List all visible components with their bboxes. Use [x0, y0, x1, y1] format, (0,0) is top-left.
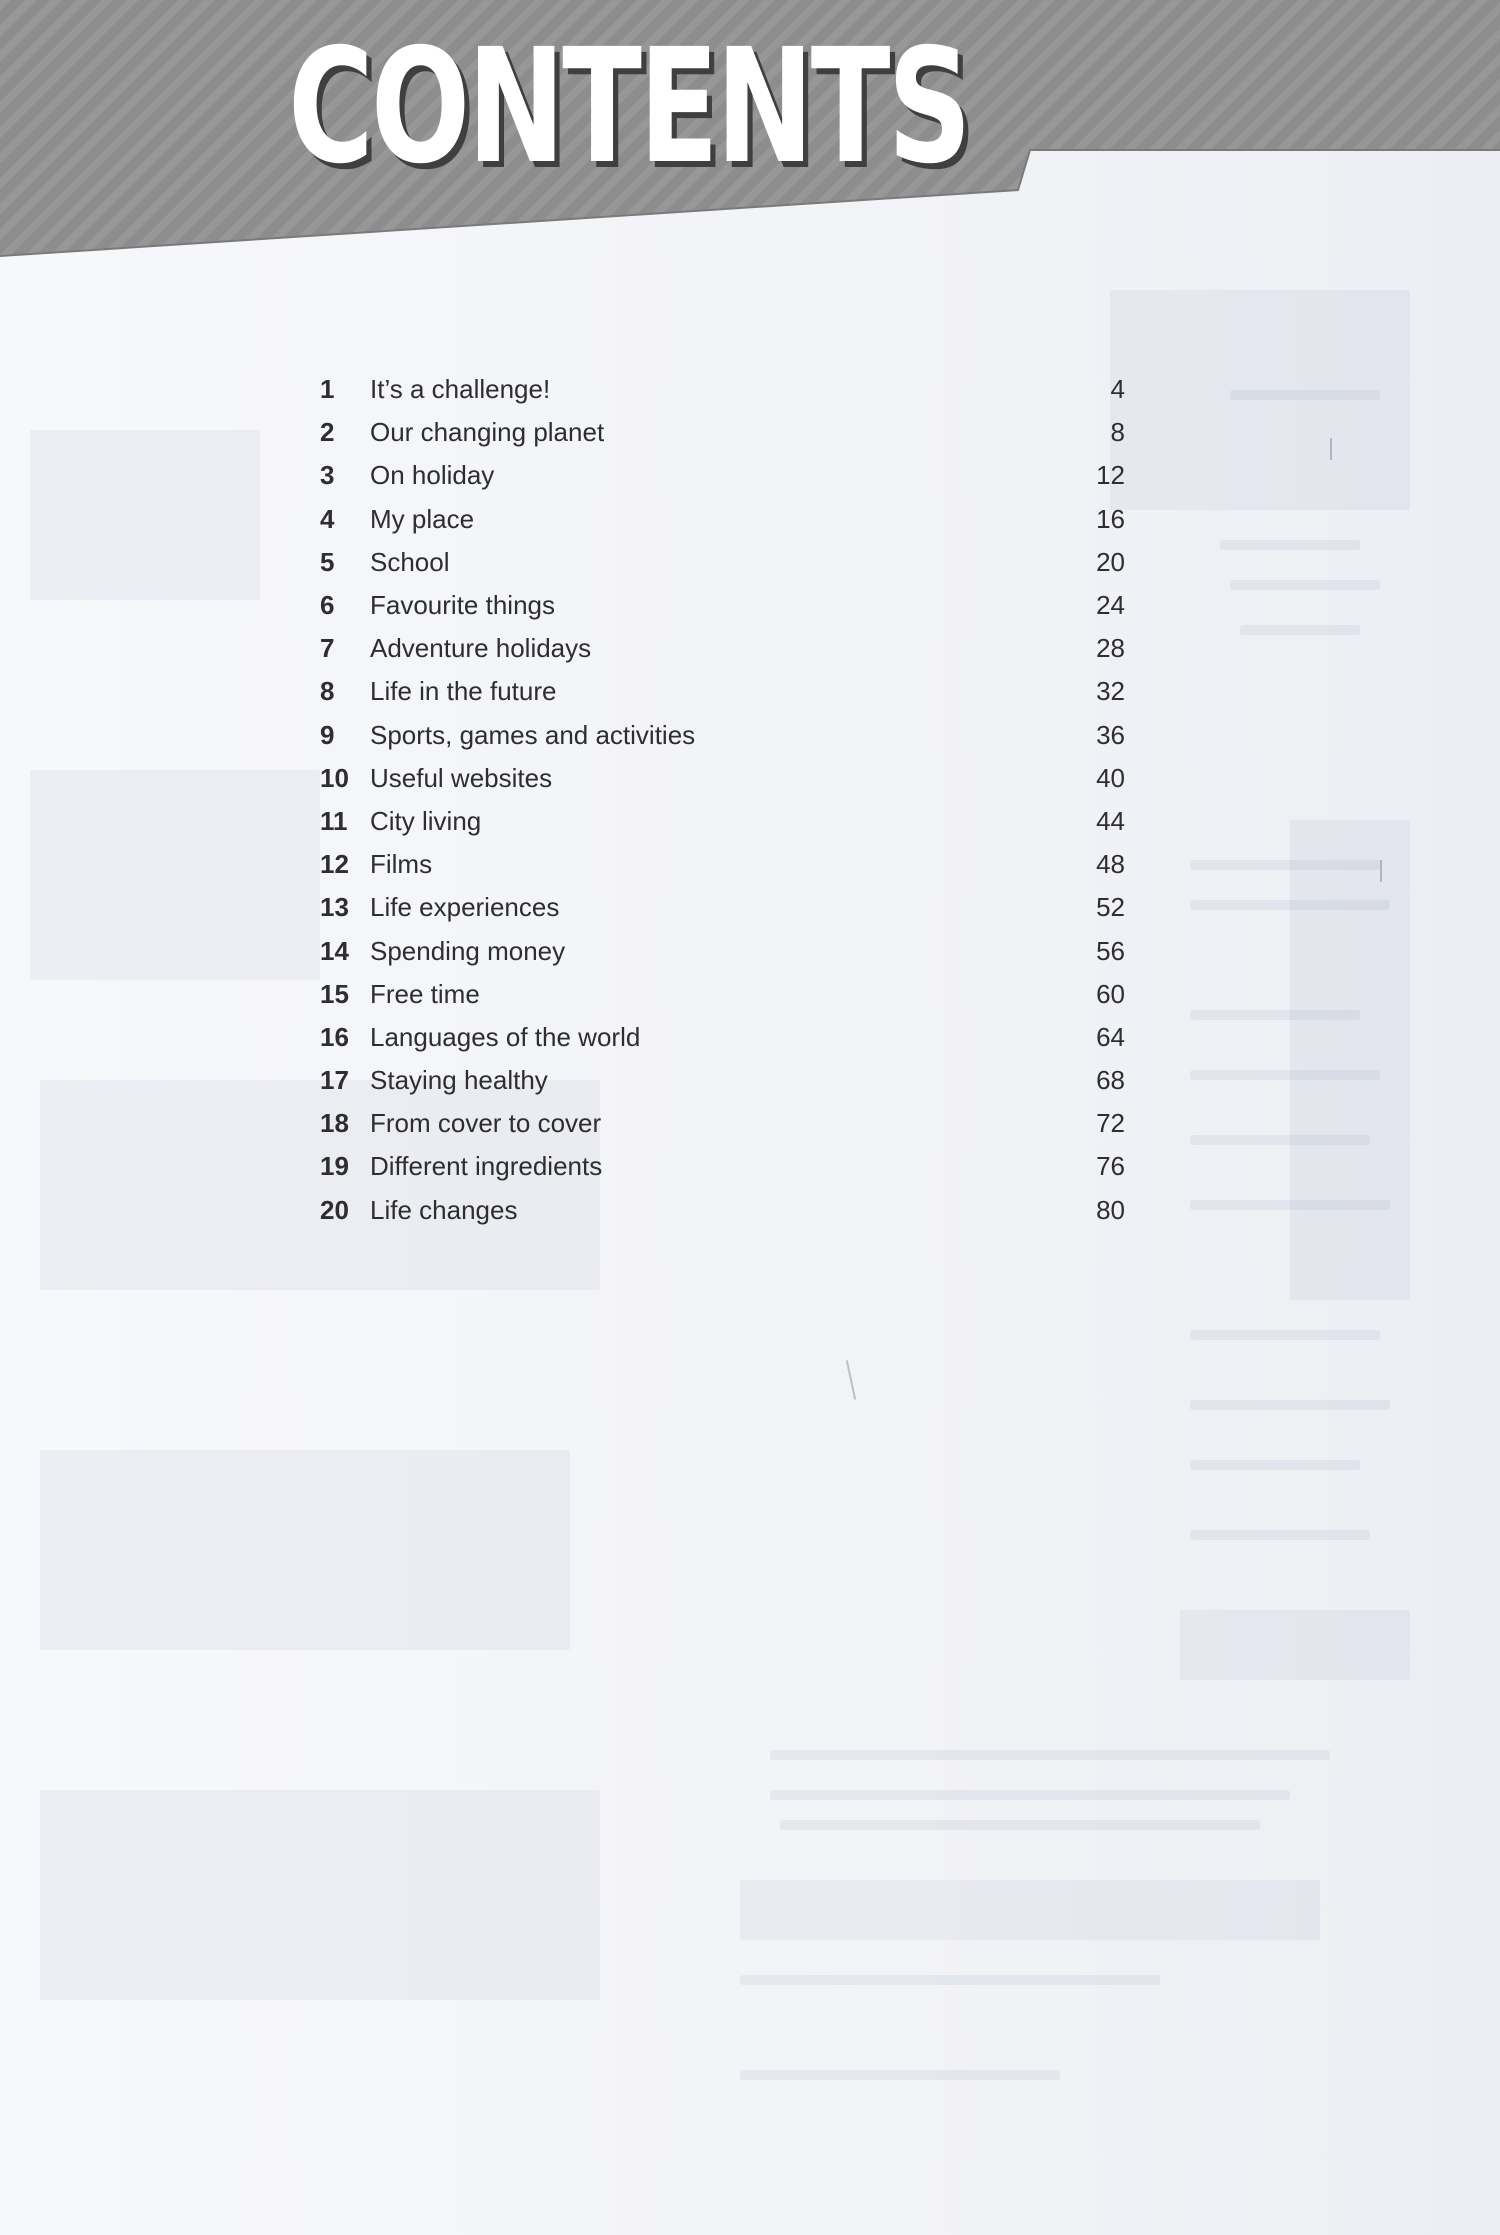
unit-number: 16: [320, 1021, 349, 1052]
contents-row: [320, 929, 1125, 972]
show-through-line: [1190, 900, 1390, 910]
show-through-line: [1190, 860, 1380, 870]
show-through-line: [740, 2070, 1060, 2080]
show-through-mark: [1380, 860, 1382, 882]
show-through-block: [1180, 1610, 1410, 1680]
page-number: 40: [1096, 762, 1125, 793]
show-through-line: [740, 1975, 1160, 1985]
unit-number: 1: [320, 374, 335, 405]
contents-row: [320, 1059, 1125, 1102]
show-through-block: [1110, 290, 1410, 510]
page-number: 44: [1096, 805, 1125, 836]
contents-row: [320, 584, 1125, 627]
page-number: 68: [1096, 1065, 1125, 1096]
unit-number: 5: [320, 546, 335, 577]
contents-row: [320, 886, 1125, 929]
show-through-block: [30, 770, 320, 980]
contents-row: [320, 454, 1125, 497]
show-through-line: [1230, 390, 1380, 400]
show-through-line: [1190, 1460, 1360, 1470]
header-band: [0, 0, 1500, 260]
page-number: 76: [1096, 1151, 1125, 1182]
page-number: 36: [1096, 719, 1125, 750]
contents-row: [320, 670, 1125, 713]
unit-number: 10: [320, 762, 349, 793]
show-through-line: [1190, 1135, 1370, 1145]
unit-number: 6: [320, 590, 335, 621]
contents-row: [320, 498, 1125, 541]
unit-title: On holiday: [370, 460, 495, 491]
unit-number: 3: [320, 460, 335, 491]
show-through-line: [1190, 1010, 1360, 1020]
show-through-mark: [846, 1360, 856, 1400]
page-number: 12: [1096, 460, 1125, 491]
page-number: 4: [1110, 374, 1125, 405]
unit-title: From cover to cover: [370, 1108, 602, 1139]
page-number: 60: [1096, 978, 1125, 1009]
contents-row: [320, 714, 1125, 757]
show-through-line: [1190, 1400, 1390, 1410]
show-through-line: [1190, 1330, 1380, 1340]
page-number: 56: [1096, 935, 1125, 966]
unit-title: My place: [370, 503, 475, 534]
unit-number: 12: [320, 849, 349, 880]
page-title: CONTENTS: [288, 15, 969, 199]
show-through-block: [40, 1790, 600, 2000]
unit-number: 18: [320, 1108, 349, 1139]
show-through-block: [740, 1880, 1320, 1940]
show-through-mark: [1330, 438, 1332, 460]
unit-title: Staying healthy: [370, 1065, 548, 1096]
unit-title: Favourite things: [370, 590, 555, 621]
unit-number: 9: [320, 719, 335, 750]
unit-number: 15: [320, 978, 349, 1009]
show-through-block: [40, 1450, 570, 1650]
contents-row: [320, 1189, 1125, 1232]
unit-title: Languages of the world: [370, 1021, 641, 1052]
unit-title: Adventure holidays: [370, 633, 592, 664]
show-through-line: [1190, 1070, 1380, 1080]
show-through-line: [1220, 540, 1360, 550]
unit-number: 13: [320, 892, 349, 923]
show-through-line: [1240, 625, 1360, 635]
contents-row: [320, 368, 1125, 411]
unit-title: Life in the future: [370, 676, 557, 707]
unit-number: 17: [320, 1065, 349, 1096]
unit-title: It’s a challenge!: [370, 374, 551, 405]
unit-number: 8: [320, 676, 335, 707]
show-through-block: [30, 430, 260, 600]
page-number: 8: [1110, 417, 1125, 448]
unit-title: Films: [370, 849, 433, 880]
contents-list: [320, 368, 1125, 1232]
contents-row: [320, 627, 1125, 670]
unit-title: Sports, games and activities: [370, 719, 696, 750]
unit-title: Spending money: [370, 935, 566, 966]
unit-number: 19: [320, 1151, 349, 1182]
contents-row: [320, 541, 1125, 584]
unit-number: 2: [320, 417, 335, 448]
unit-title: School: [370, 546, 450, 577]
contents-row: [320, 1145, 1125, 1188]
unit-title: Life changes: [370, 1194, 518, 1225]
contents-row: [320, 800, 1125, 843]
show-through-line: [780, 1820, 1260, 1830]
page-number: 80: [1096, 1194, 1125, 1225]
page-number: 20: [1096, 546, 1125, 577]
contents-row: [320, 1016, 1125, 1059]
unit-title: City living: [370, 805, 482, 836]
unit-title: Different ingredients: [370, 1151, 603, 1182]
unit-title: Our changing planet: [370, 417, 605, 448]
unit-number: 20: [320, 1194, 349, 1225]
page-number: 72: [1096, 1108, 1125, 1139]
page-number: 52: [1096, 892, 1125, 923]
unit-number: 14: [320, 935, 349, 966]
unit-title: Life experiences: [370, 892, 560, 923]
page-number: 32: [1096, 676, 1125, 707]
contents-row: [320, 973, 1125, 1016]
contents-row: [320, 1102, 1125, 1145]
unit-number: 4: [320, 503, 335, 534]
page-number: 16: [1096, 503, 1125, 534]
show-through-line: [1190, 1530, 1370, 1540]
show-through-line: [1230, 580, 1380, 590]
page-number: 48: [1096, 849, 1125, 880]
unit-title: Free time: [370, 978, 480, 1009]
unit-title: Useful websites: [370, 762, 553, 793]
page-number: 64: [1096, 1021, 1125, 1052]
contents-row: [320, 757, 1125, 800]
page-number: 24: [1096, 590, 1125, 621]
show-through-line: [770, 1790, 1290, 1800]
show-through-block: [1290, 820, 1410, 1300]
show-through-line: [1190, 1200, 1390, 1210]
contents-row: [320, 843, 1125, 886]
show-through-line: [770, 1750, 1330, 1760]
unit-number: 11: [320, 805, 348, 836]
contents-row: [320, 411, 1125, 454]
unit-number: 7: [320, 633, 335, 664]
page-number: 28: [1096, 633, 1125, 664]
